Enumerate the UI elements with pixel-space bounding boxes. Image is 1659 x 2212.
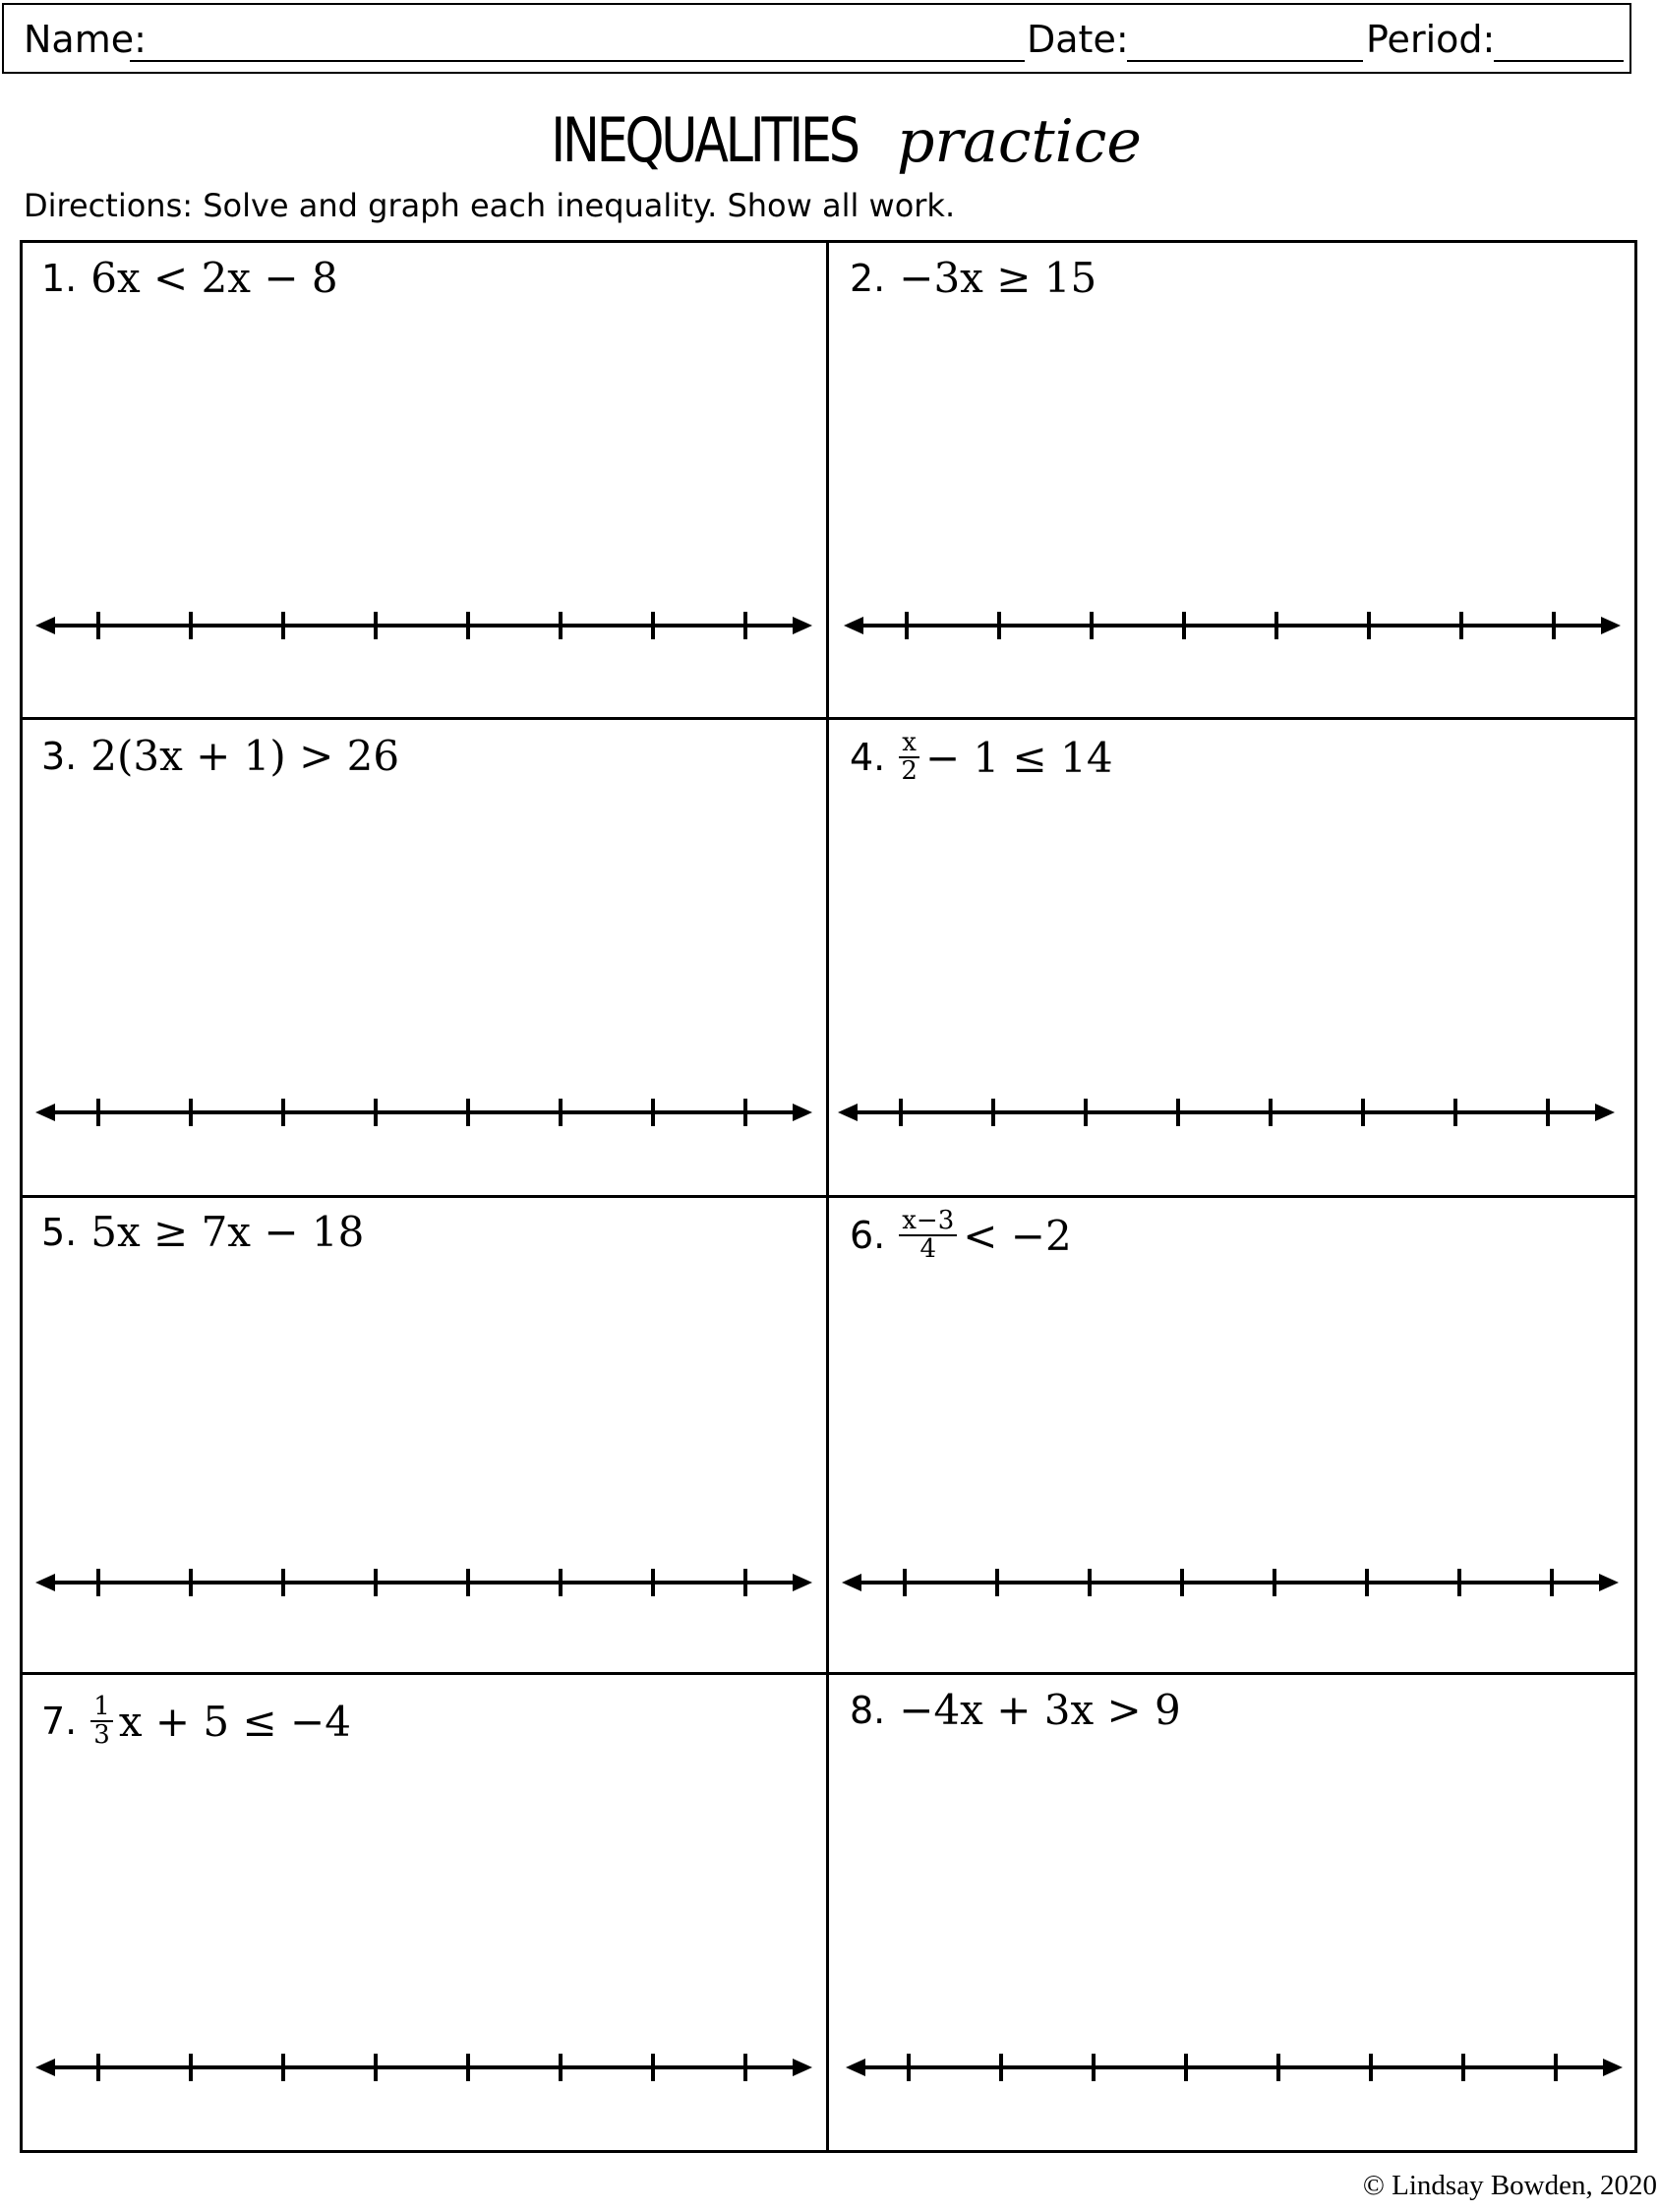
problem-expression: x + 5 ≤ −4 <box>118 1697 351 1746</box>
number-line[interactable] <box>35 2048 812 2087</box>
name-label: Name: <box>24 18 147 61</box>
number-line[interactable] <box>35 1093 812 1132</box>
right-arrow-icon <box>793 2059 812 2076</box>
right-arrow-icon <box>1603 2059 1623 2076</box>
right-arrow-icon <box>793 617 812 634</box>
right-arrow-icon <box>793 1104 812 1121</box>
date-field[interactable] <box>1127 60 1363 62</box>
problem-4 <box>850 730 1113 786</box>
problem-expression: < −2 <box>963 1211 1072 1260</box>
problem-fraction: $\frac{x}{2}$ <box>899 730 919 786</box>
problem-6 <box>850 1208 1072 1264</box>
number-line[interactable] <box>846 2048 1623 2087</box>
problem-expression: −3x ≥ 15 <box>899 254 1097 302</box>
right-arrow-icon <box>1595 1104 1615 1121</box>
page-title <box>0 104 1659 176</box>
problem-expression: 6x < 2x − 8 <box>90 254 338 302</box>
name-field[interactable] <box>130 60 1025 62</box>
period-label: Period: <box>1366 18 1496 61</box>
problem-3 <box>41 732 399 780</box>
number-line[interactable] <box>838 1093 1615 1132</box>
title-main: INEQUALITIES <box>551 104 858 176</box>
right-arrow-icon <box>1599 1574 1619 1591</box>
number-line[interactable] <box>35 1563 812 1602</box>
problem-number: 3. <box>41 734 78 778</box>
copyright-text: © Lindsay Bowden, 2020 <box>1362 2170 1657 2201</box>
student-info-header <box>2 3 1631 74</box>
problem-8 <box>850 1686 1181 1734</box>
left-arrow-icon <box>842 1574 861 1591</box>
directions-text: Directions: Solve and graph each inequality. Show all work. <box>24 187 956 224</box>
problem-number: 1. <box>41 256 78 300</box>
left-arrow-icon <box>35 617 55 634</box>
period-field[interactable] <box>1494 60 1624 62</box>
problem-2 <box>850 254 1096 302</box>
problem-number: 7. <box>41 1700 78 1744</box>
problem-expression: 5x ≥ 7x − 18 <box>90 1208 365 1256</box>
grid-row-divider <box>20 1195 1637 1198</box>
number-line[interactable] <box>35 606 812 645</box>
problem-7 <box>41 1694 351 1750</box>
grid-row-divider <box>20 717 1637 720</box>
left-arrow-icon <box>846 2059 865 2076</box>
problem-expression: 2(3x + 1) > 26 <box>90 732 400 780</box>
left-arrow-icon <box>35 2059 55 2076</box>
right-arrow-icon <box>1601 617 1621 634</box>
left-arrow-icon <box>838 1104 858 1121</box>
title-script: practice <box>897 107 1142 176</box>
problem-fraction: $\frac{x-3}{4}$ <box>899 1208 957 1264</box>
grid-row-divider <box>20 1672 1637 1675</box>
problem-1 <box>41 254 338 302</box>
date-label: Date: <box>1027 18 1129 61</box>
left-arrow-icon <box>844 617 863 634</box>
problem-number: 5. <box>41 1210 78 1254</box>
left-arrow-icon <box>35 1104 55 1121</box>
number-line[interactable] <box>844 606 1621 645</box>
problem-number: 8. <box>850 1688 886 1732</box>
problem-number: 4. <box>850 736 886 780</box>
problem-expression: − 1 ≤ 14 <box>924 733 1113 782</box>
problem-number: 6. <box>850 1214 886 1258</box>
number-line[interactable] <box>842 1563 1619 1602</box>
problem-number: 2. <box>850 256 886 300</box>
right-arrow-icon <box>793 1574 812 1591</box>
problem-5 <box>41 1208 364 1256</box>
problem-fraction: $\frac{1}{3}$ <box>90 1694 113 1750</box>
problem-expression: −4x + 3x > 9 <box>899 1686 1181 1734</box>
left-arrow-icon <box>35 1574 55 1591</box>
